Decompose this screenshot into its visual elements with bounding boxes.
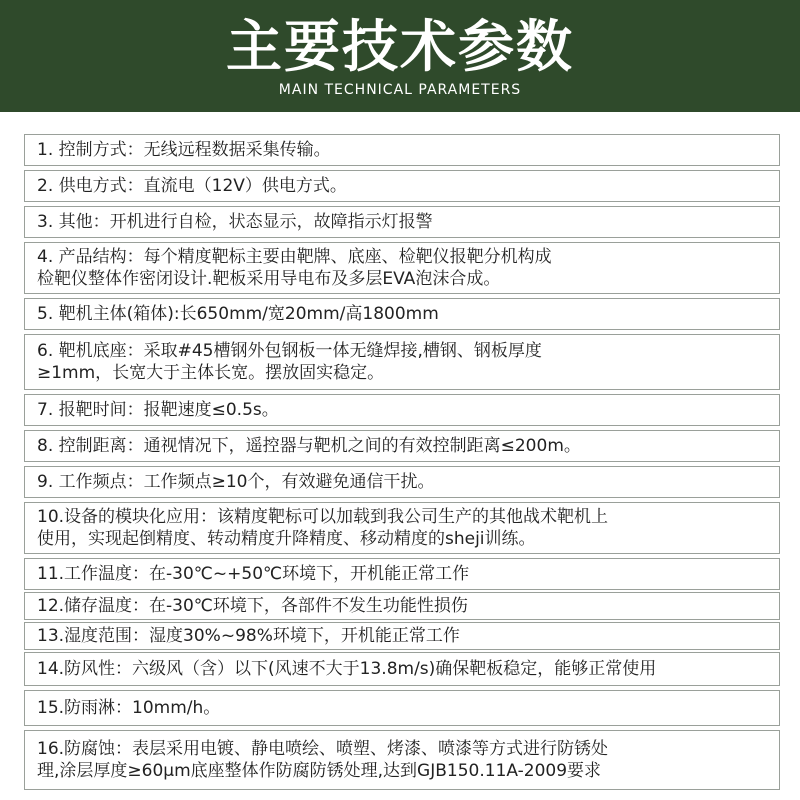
parameter-row-4 bbox=[24, 242, 780, 294]
parameter-text: 13.湿度范围：湿度30%~98%环境下，开机能正常工作 bbox=[37, 626, 460, 646]
parameter-text: 5. 靶机主体(箱体):长650mm/宽20mm/高1800mm bbox=[37, 304, 439, 324]
parameter-text: 理,涂层厚度≥60μm底座整体作防腐防锈处理,达到GJB150.11A-2009要求 bbox=[37, 761, 602, 781]
parameter-row-8 bbox=[24, 430, 780, 462]
parameter-row-5 bbox=[24, 298, 780, 330]
parameter-row-15 bbox=[24, 690, 780, 726]
parameter-text: 7. 报靶时间：报靶速度≤0.5s。 bbox=[37, 400, 279, 420]
parameter-text: 9. 工作频点：工作频点≥10个，有效避免通信干扰。 bbox=[37, 472, 435, 492]
parameter-text: 检靶仪整体作密闭设计.靶板采用导电布及多层EVA泡沫合成。 bbox=[37, 269, 501, 289]
parameter-row-3 bbox=[24, 206, 780, 238]
parameter-text: 6. 靶机底座：采取#45槽钢外包钢板一体无缝焊接,槽钢、钢板厚度 bbox=[37, 341, 542, 361]
parameter-text: 使用，实现起倒精度、转动精度升降精度、移动精度的sheji训练。 bbox=[37, 529, 536, 549]
header-banner bbox=[0, 0, 800, 112]
parameter-row-9 bbox=[24, 466, 780, 498]
parameter-text: 1. 控制方式：无线远程数据采集传输。 bbox=[37, 140, 331, 160]
parameter-row-11 bbox=[24, 558, 780, 590]
parameter-text: 3. 其他：开机进行自检，状态显示，故障指示灯报警 bbox=[37, 212, 433, 232]
parameter-row-16 bbox=[24, 730, 780, 790]
parameter-text: 14.防风性：六级风（含）以下(风速不大于13.8m/s)确保靶板稳定，能够正常使用 bbox=[37, 659, 657, 679]
parameter-row-1 bbox=[24, 134, 780, 166]
parameter-row-13 bbox=[24, 622, 780, 650]
parameter-text: 8. 控制距离：通视情况下，遥控器与靶机之间的有效控制距离≤200m。 bbox=[37, 436, 581, 456]
parameter-text: 11.工作温度：在-30℃~+50℃环境下，开机能正常工作 bbox=[37, 564, 470, 584]
parameter-text: ≥1mm，长宽大于主体长宽。摆放固实稳定。 bbox=[37, 363, 385, 383]
parameter-text: 4. 产品结构：每个精度靶标主要由靶牌、底座、检靶仪报靶分机构成 bbox=[37, 247, 552, 267]
parameter-row-2 bbox=[24, 170, 780, 202]
parameter-text: 2. 供电方式：直流电（12V）供电方式。 bbox=[37, 176, 347, 196]
parameter-text: 15.防雨淋：10mm/h。 bbox=[37, 698, 221, 718]
parameter-row-10 bbox=[24, 502, 780, 554]
parameter-row-12 bbox=[24, 592, 780, 620]
parameter-text: 16.防腐蚀：表层采用电镀、静电喷绘、喷塑、烤漆、喷漆等方式进行防锈处 bbox=[37, 739, 609, 759]
page-subtitle: MAIN TECHNICAL PARAMETERS bbox=[278, 82, 522, 98]
parameter-row-7 bbox=[24, 394, 780, 426]
parameter-row-14 bbox=[24, 652, 780, 686]
parameter-row-6 bbox=[24, 334, 780, 390]
parameter-text: 10.设备的模块化应用：该精度靶标可以加载到我公司生产的其他战术靶机上 bbox=[37, 507, 609, 527]
page-title: 主要技术参数 bbox=[226, 15, 574, 80]
parameter-text: 12.储存温度：在-30℃环境下，各部件不发生功能性损伤 bbox=[37, 596, 468, 616]
